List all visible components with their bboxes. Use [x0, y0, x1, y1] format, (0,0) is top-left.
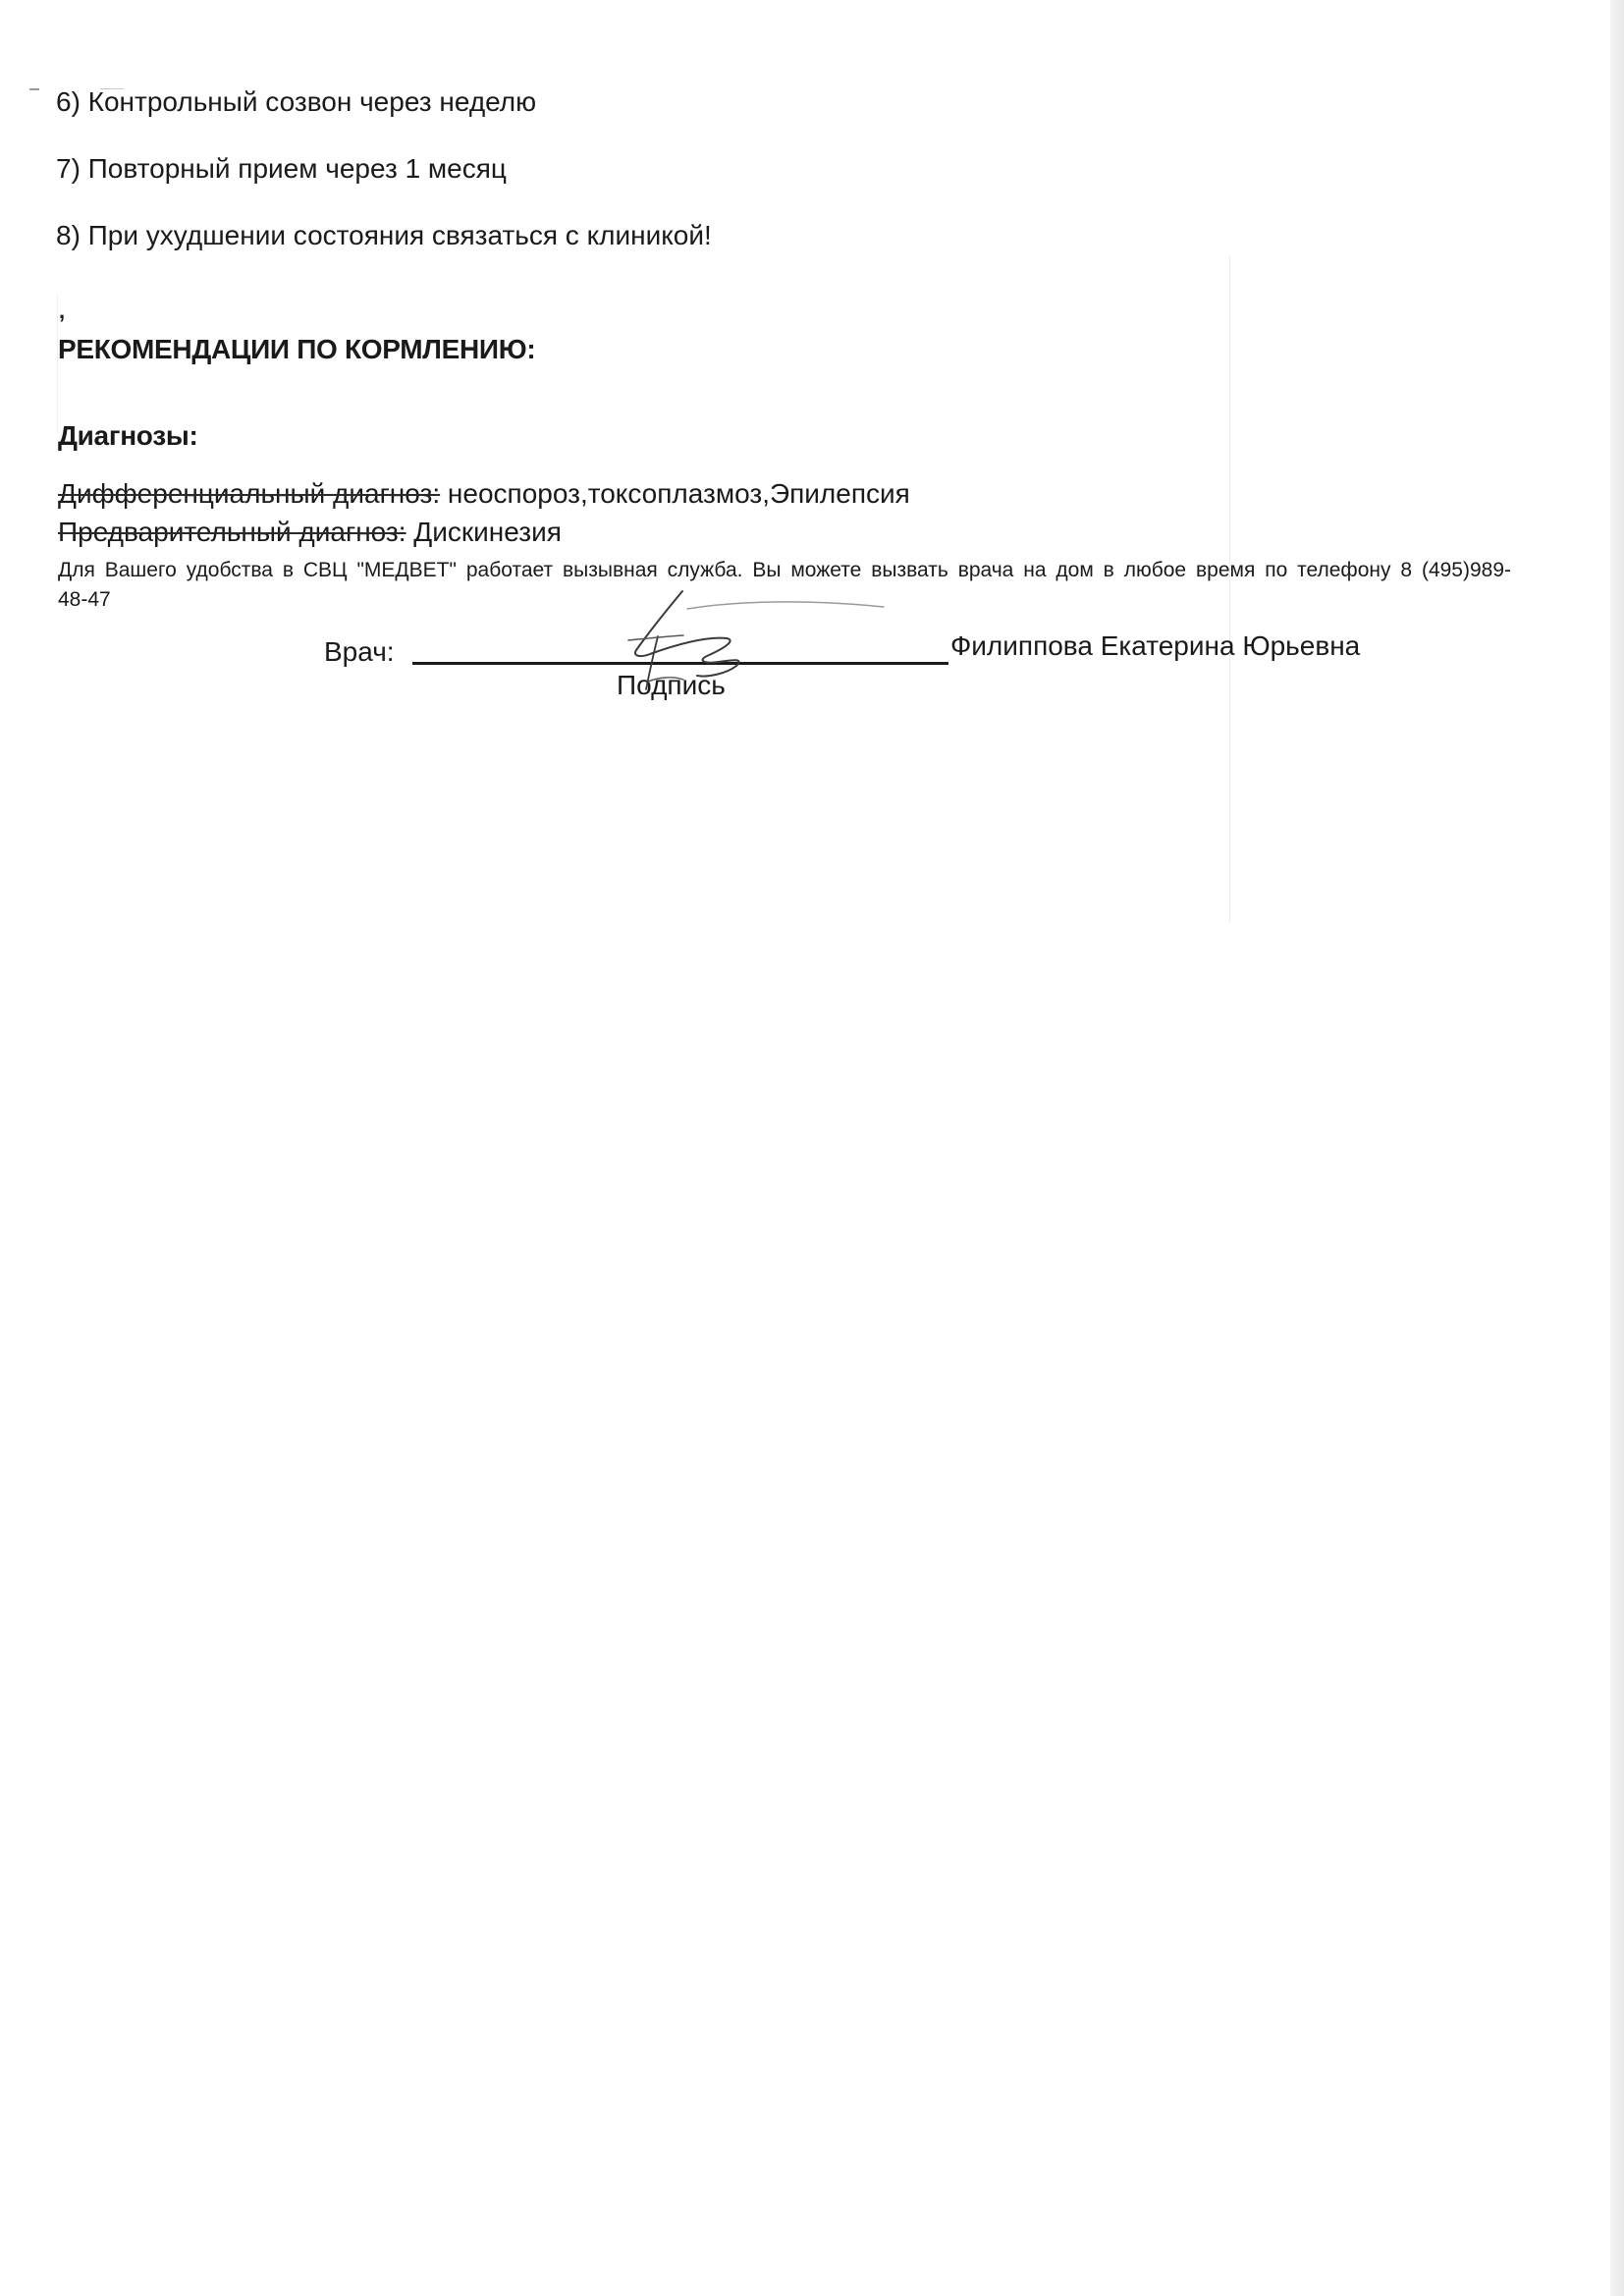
- feeding-recommendations-heading: РЕКОМЕНДАЦИИ ПО КОРМЛЕНИЮ:: [58, 334, 536, 364]
- handwritten-signature: [589, 579, 903, 707]
- stray-comma: ,: [59, 299, 66, 323]
- differential-diagnosis-row: [58, 478, 910, 510]
- instruction-item-8: 8) При ухудшении состояния связаться с клиникой!: [56, 220, 712, 250]
- diagnoses-heading: Диагнозы:: [58, 420, 198, 451]
- home-visit-notice: Для Вашего удобства в СВЦ "МЕДВЕТ" работает вызывная служба. Вы можете вызвать врача на дом в любое время по телефону 8 (495)989-48-47: [58, 559, 1511, 611]
- scan-artifact-mark: [29, 88, 39, 90]
- signature-caption: Подпись: [617, 670, 726, 700]
- differential-diagnosis-label: Дифференциальный диагноз:: [58, 478, 441, 509]
- doctor-name: Филиппова Екатерина Юрьевна: [950, 630, 1361, 661]
- differential-diagnosis-value: неоспороз,токсоплазмоз,Эпилепсия: [440, 478, 910, 509]
- preliminary-diagnosis-value: Дискинезия: [406, 517, 562, 547]
- doctor-label: Врач:: [324, 636, 395, 667]
- preliminary-diagnosis-row: [58, 517, 562, 548]
- instruction-item-7: 7) Повторный прием через 1 месяц: [56, 153, 507, 184]
- preliminary-diagnosis-label: Предварительный диагноз:: [58, 517, 406, 547]
- scan-edge: [1610, 0, 1624, 2296]
- instruction-item-6: 6) Контрольный созвон через неделю: [56, 86, 537, 117]
